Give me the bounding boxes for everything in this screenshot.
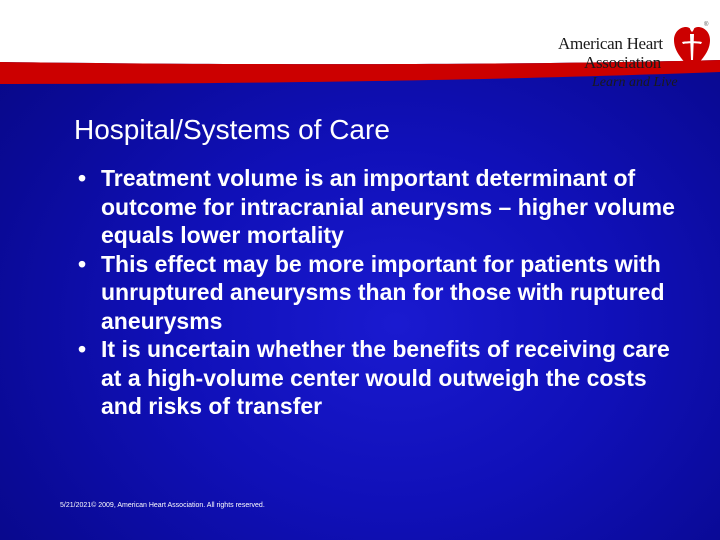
bullet-dot: •: [78, 336, 87, 362]
bullet-dot: •: [78, 165, 87, 191]
bullet-dot: •: [78, 250, 87, 277]
bullet-item: [78, 164, 678, 250]
bullet-text: It is uncertain whether the benefits of receiving care at a high-volume center would outweigh the costs and risks of transfer: [101, 336, 670, 419]
bullet-text: Treatment volume is an important determinant of outcome for intracranial aneurysms – higher volume equals lower mortality: [101, 165, 675, 248]
copyright-footer: 5/21/2021© 2009, American Heart Association. All rights reserved.: [60, 502, 265, 509]
bullet-text: This effect may be more important for patients with unruptured aneurysms than for those with ruptured aneurysms: [101, 250, 665, 334]
bullet-list: [78, 164, 678, 421]
logo-tagline: Learn and Live: [592, 75, 678, 90]
bullet-item: [78, 335, 678, 421]
bullet-item: [78, 250, 678, 336]
registered-mark: ®: [704, 22, 709, 28]
aha-heart-torch-icon: [674, 20, 710, 72]
slide-title: Hospital/Systems of Care: [74, 114, 390, 145]
logo-line-1: American Heart: [558, 34, 663, 53]
logo-line-2: Association: [584, 53, 661, 72]
aha-logo: [548, 20, 718, 92]
